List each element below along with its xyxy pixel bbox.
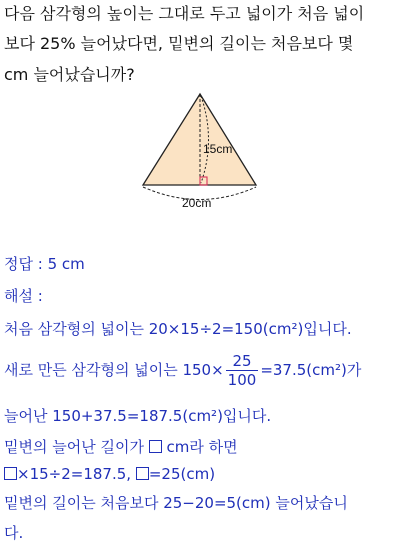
explanation-line-7: 다. (4, 524, 24, 542)
explanation-line-4 (4, 436, 238, 458)
base-label: 20cm (182, 196, 212, 210)
triangle-figure (130, 90, 280, 220)
explanation-line-1: 처음 삼각형의 넓이는 20×15÷2=150(cm²)입니다. (4, 320, 352, 338)
question-line-1: 다음 삼각형의 높이는 그대로 두고 넓이가 처음 넓이 (4, 4, 365, 23)
fraction-numerator: 25 (226, 352, 259, 371)
explanation-line-6: 밑변의 길이는 처음보다 25−20=5(cm) 늘어났습니 (4, 494, 348, 512)
explanation-line-5 (4, 463, 215, 485)
fraction (226, 352, 259, 389)
unknown-box (149, 440, 162, 453)
line5-b: =25(cm) (148, 465, 216, 483)
line5-a: ×15÷2=187.5, (17, 465, 136, 483)
question-line-3: cm 늘어났습니까? (4, 65, 135, 84)
explanation-line-2 (4, 352, 361, 389)
line4-pre: 밑변의 늘어난 길이가 (4, 438, 149, 456)
explanation-line-3: 늘어난 150+37.5=187.5(cm²)입니다. (4, 407, 272, 425)
fraction-denominator: 100 (227, 371, 257, 389)
answer-label: 정답 : 5 cm (4, 255, 85, 273)
unknown-box (4, 467, 17, 480)
line2-pre: 새로 만든 삼각형의 넓이는 150× (4, 361, 224, 379)
line2-post: =37.5(cm²)가 (260, 361, 362, 379)
unknown-box (136, 467, 149, 480)
line4-post: cm라 하면 (161, 438, 238, 456)
explanation-label: 해설 : (4, 287, 43, 305)
height-label: 15cm (203, 142, 233, 156)
question-line-2: 보다 25% 늘어났다면, 밑변의 길이는 처음보다 몇 (4, 34, 354, 53)
